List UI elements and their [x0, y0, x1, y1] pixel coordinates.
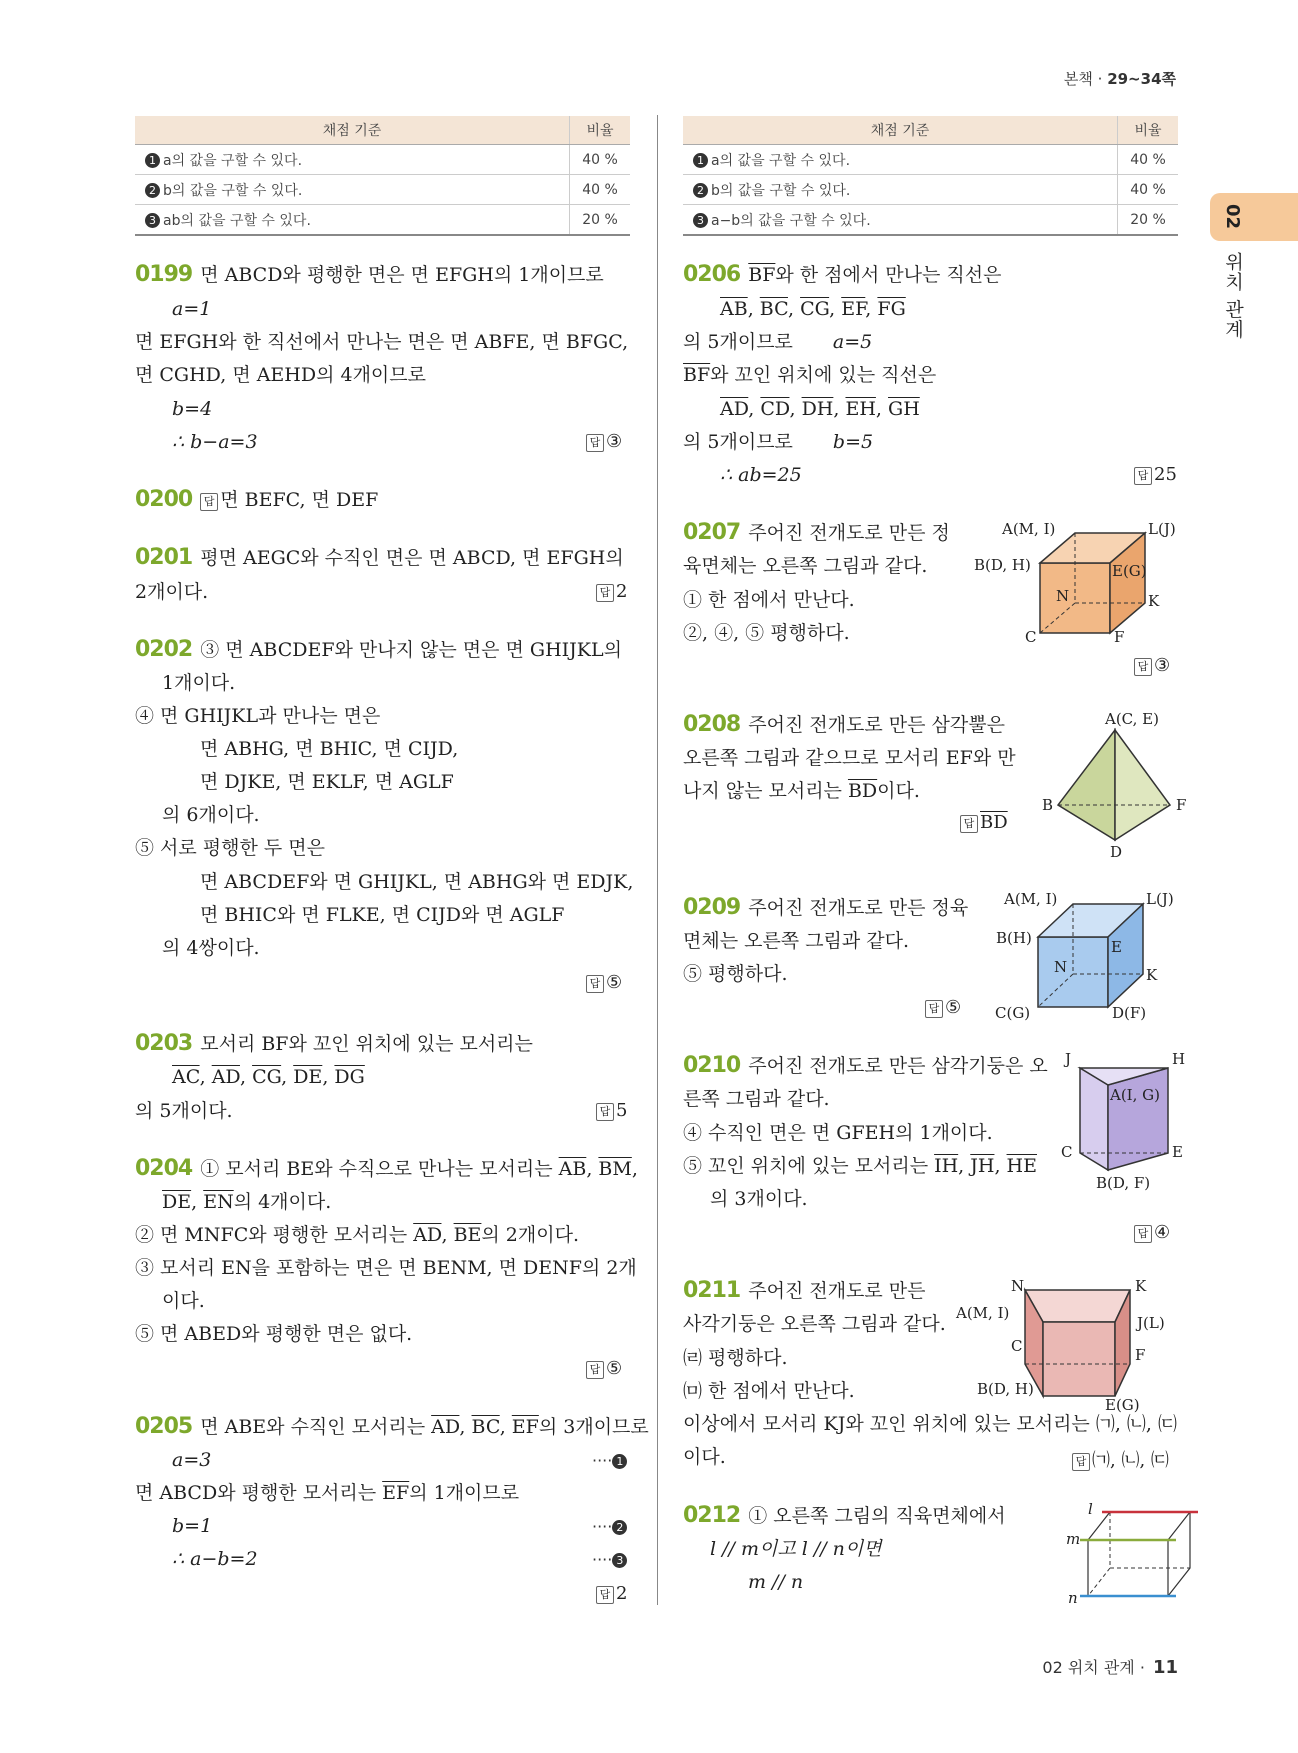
step-arrow: ····	[592, 1451, 613, 1470]
page-footer	[1042, 1655, 1178, 1678]
problem-0202-line: 1개이다.	[162, 672, 236, 694]
vertex-label: N	[1056, 587, 1070, 605]
problem-0207-line: ① 한 점에서 만난다.	[683, 589, 855, 611]
text: 의 4개이다.	[233, 1191, 332, 1213]
vertex-label: E(G)	[1112, 562, 1147, 580]
answer-0211	[1072, 1446, 1169, 1472]
segment: $\overline{HE}$	[1006, 1155, 1037, 1177]
line-label: m	[1066, 1530, 1081, 1548]
problem-0207-line: ②, ④, ⑤ 평행하다.	[683, 622, 850, 644]
problem-0211-line	[683, 1280, 926, 1302]
vertex-label: E	[1111, 938, 1122, 956]
vertex-label: B	[1042, 796, 1054, 814]
left-scoring-table	[135, 116, 630, 236]
problem-number: 0212	[683, 1503, 741, 1528]
segment: $\overline{BC}$	[471, 1416, 500, 1438]
vertex-label: A(M, I)	[1002, 520, 1056, 538]
answer-mark-icon: 답	[586, 434, 604, 452]
vertex-label: L(J)	[1146, 890, 1174, 908]
problem-0210-line: ④ 수직인 면은 면 GFEH의 1개이다.	[683, 1122, 993, 1144]
vertex-label: B(D, H)	[977, 1380, 1034, 1398]
answer-0208	[960, 812, 1008, 833]
problem-0205-line	[135, 1482, 519, 1504]
problem-0210-line	[683, 1055, 1048, 1077]
vertex-label: A(M, I)	[956, 1304, 1010, 1322]
problem-0211-line: 사각기둥은 오른쪽 그림과 같다.	[683, 1313, 946, 1335]
chapter-title: 위치 관계	[1222, 252, 1244, 340]
problem-number: 0203	[135, 1031, 193, 1056]
line-symbol: $\overline{BF}$	[683, 364, 711, 386]
segment: $\overline{AD}$	[211, 1066, 240, 1088]
column-divider	[657, 115, 658, 1605]
line-symbol: $\overline{EH}$	[845, 398, 876, 420]
line-symbol: $\overline{CG}$	[800, 298, 830, 320]
problem-0207-line	[683, 522, 950, 544]
line-symbol: $\overline{DH}$	[801, 398, 834, 420]
problem-0204-line: ③ 모서리 EN을 포함하는 면은 면 BENM, 면 DENF의 2개	[135, 1257, 637, 1279]
answer-value: $\overline{BD}$	[980, 812, 1008, 833]
problem-0211-line: 이다.	[683, 1446, 726, 1468]
answer-0206	[1134, 464, 1177, 485]
text: a=5	[832, 331, 873, 353]
problem-0209-line	[683, 897, 968, 919]
problem-0209-line: ⑤ 평행하다.	[683, 963, 788, 985]
problem-0208-line: 오른쪽 그림과 같으므로 모서리 EF와 만	[683, 747, 1016, 769]
segment: $\overline{AD}$	[431, 1416, 460, 1438]
vertex-label: A(M, I)	[1004, 890, 1058, 908]
vertex-label: D(F)	[1112, 1004, 1147, 1022]
step-badge: 2	[612, 1520, 627, 1535]
line-symbol: $\overline{FG}$	[877, 298, 906, 320]
answer-mark-icon: 답	[596, 584, 614, 602]
text: 의 2개이다.	[481, 1224, 579, 1246]
step-badge: 2	[145, 183, 160, 198]
problem-0202-line: 면 ABHG, 면 BHIC, 면 CIJD,	[200, 738, 459, 760]
text: 의 3개이므로	[538, 1416, 649, 1438]
problem-0199-line: ∴ b−a=3	[172, 431, 258, 453]
line-symbol: $\overline{CD}$	[760, 398, 790, 420]
text: 면 ABCD와 평행한 면은 면 EFGH의 1개이므로	[200, 264, 604, 286]
problem-0204-line: 이다.	[162, 1290, 205, 1312]
prism-figure-0211	[955, 1278, 1190, 1413]
cuboid-top	[1088, 1512, 1190, 1540]
vertex-label: A(C, E)	[1105, 710, 1159, 728]
cuboid-side	[1168, 1512, 1190, 1596]
vertex-label: N	[1011, 1277, 1025, 1295]
vertex-label: E(G)	[1105, 1396, 1140, 1414]
text: 면 ABE와 수직인 모서리는	[200, 1416, 432, 1438]
step-arrow: ····	[592, 1550, 613, 1569]
answer-0202	[586, 972, 622, 993]
answer-value: ㈀, ㈁, ㈂	[1092, 1450, 1169, 1471]
vertex-label: D	[1110, 843, 1123, 861]
answer-value: 5	[616, 1100, 628, 1121]
answer-0204	[586, 1358, 622, 1379]
problem-0204-line: $\overline{DE}$, $\overline{EN}$의 4개이다.	[162, 1191, 332, 1213]
table-row	[683, 205, 1178, 236]
problem-0206-line: ∴ ab=25	[720, 464, 802, 486]
problem-0202-line: 면 ABCDEF와 면 GHIJKL, 면 ABHG와 면 EDJK,	[200, 871, 634, 893]
vertex-label: H	[1172, 1050, 1186, 1068]
prism-side-face	[1108, 1068, 1168, 1170]
vertex-label: A(I, G)	[1110, 1086, 1160, 1104]
problem-0206-line	[683, 364, 936, 386]
problem-0199-line: 면 EFGH와 한 직선에서 만나는 면은 면 ABFE, 면 BFGC,	[135, 331, 629, 353]
problem-0202-line: ⑤ 서로 평행한 두 면은	[135, 837, 325, 859]
step-badge: 3	[612, 1553, 627, 1568]
line-label: n	[1068, 1589, 1078, 1607]
segment: $\overline{BD}$	[847, 780, 878, 802]
text: 이다.	[877, 780, 920, 802]
segment: $\overline{EN}$	[203, 1191, 234, 1213]
problem-0199-line: b=4	[172, 398, 213, 420]
step-badge: 3	[145, 213, 160, 228]
vertex-label: F	[1135, 1346, 1146, 1364]
segment: $\overline{DE}$	[293, 1066, 323, 1088]
vertex-label: J	[1065, 1050, 1072, 1068]
step-marker	[592, 1451, 630, 1470]
table-head-criteria: 채점 기준	[683, 116, 1118, 145]
text: b=5	[832, 431, 874, 453]
text: 주어진 전개도로 만든 정	[748, 522, 950, 544]
text: ① 오른쪽 그림의 직육면체에서	[748, 1505, 1006, 1527]
vertex-label: N	[1054, 958, 1068, 976]
problem-0203-line	[135, 1033, 533, 1055]
vertex-label: B(H)	[996, 929, 1032, 947]
problem-0211-line: ㈄ 한 점에서 만난다.	[683, 1380, 855, 1402]
answer-mark-icon: 답	[596, 1586, 614, 1604]
answer-value: ④	[1154, 1222, 1171, 1243]
problem-0202-line: ④ 면 GHIJKL과 만나는 면은	[135, 705, 381, 727]
vertex-label: K	[1146, 966, 1158, 984]
text: 와 꼬인 위치에 있는 직선은	[710, 364, 937, 386]
answer-value: 2	[616, 581, 628, 602]
segment: $\overline{EF}$	[382, 1482, 410, 1504]
segment: $\overline{AD}$	[413, 1224, 442, 1246]
segment: $\overline{AB}$	[558, 1158, 587, 1180]
segment: $\overline{EF}$	[511, 1416, 539, 1438]
table-cell: a의 값을 구할 수 있다.	[163, 152, 303, 169]
problem-number: 0208	[683, 712, 741, 737]
problem-0204-line: ② 면 MNFC와 평행한 모서리는 $\overline{AD}$, $\overline{BE}$의 2개이다.	[135, 1224, 579, 1246]
answer-0210	[1134, 1222, 1170, 1243]
problem-0205-line: b=1	[172, 1515, 213, 1537]
answer-mark-icon: 답	[1134, 658, 1152, 676]
pyramid-figure-0208	[1040, 710, 1190, 860]
segment: $\overline{DG}$	[334, 1066, 365, 1088]
answer-value: ⑤	[945, 997, 962, 1018]
table-row	[135, 175, 630, 205]
table-row	[135, 145, 630, 175]
answer-mark-icon: 답	[1134, 1225, 1152, 1243]
text: 모서리 BF와 꼬인 위치에 있는 모서리는	[200, 1033, 533, 1055]
answer-value: 25	[1154, 464, 1177, 485]
problem-0205-line: ∴ a−b=2	[172, 1548, 258, 1570]
text: 주어진 전개도로 만든 정육	[748, 897, 969, 919]
text: 나지 않는 모서리는	[683, 780, 848, 802]
step-marker	[592, 1517, 630, 1536]
text: ③ 면 ABCDEF와 만나지 않는 면은 면 GHIJKL의	[200, 639, 622, 661]
chapter-number: 02	[1222, 204, 1243, 230]
table-cell: b의 값을 구할 수 있다.	[163, 182, 303, 199]
problem-number: 0206	[683, 262, 741, 287]
line-symbol: $\overline{AD}$	[720, 398, 749, 420]
problem-0201-line: 2개이다.	[135, 581, 209, 603]
problem-0202-line	[135, 639, 622, 661]
problem-number: 0202	[135, 637, 193, 662]
answer-mark-icon: 답	[586, 975, 604, 993]
problem-0203-line: $\overline{AC}$, $\overline{AD}$, $\overline{CG}$, $\overline{DE}$, $\overline{DG}$	[172, 1066, 365, 1088]
problem-0210-line: 른쪽 그림과 같다.	[683, 1088, 830, 1110]
problem-0206-line: $\overline{AB}$, $\overline{BC}$, $\overline{CG}$, $\overline{EF}$, $\overline{FG}$	[720, 298, 906, 320]
problem-0202-line: 면 DJKE, 면 EKLF, 면 AGLF	[200, 771, 454, 793]
text: 와 한 점에서 만나는 직선은	[775, 264, 1002, 286]
answer-value: 2	[616, 1583, 628, 1604]
text: ① 모서리 BE와 수직으로 만나는 모서리는	[200, 1158, 559, 1180]
table-cell: a의 값을 구할 수 있다.	[711, 152, 851, 169]
answer-value: ⑤	[606, 1358, 623, 1379]
segment: $\overline{AC}$	[172, 1066, 200, 1088]
table-row	[135, 205, 630, 236]
vertex-label: J(L)	[1137, 1314, 1165, 1332]
problem-0206-line	[683, 264, 1001, 286]
text: 의 1개이므로	[409, 1482, 520, 1504]
problem-0202-line: 의 6개이다.	[162, 804, 260, 826]
problem-0205-line: 0205 면 ABE와 수직인 모서리는 $\overline{AD}$, $\overline{BC}$, $\overline{EF}$의 3개이므로	[135, 1414, 649, 1439]
answer-0205	[596, 1583, 627, 1604]
answer-mark-icon: 답	[586, 1361, 604, 1379]
page-reference-prefix: 본책 ·	[1063, 70, 1108, 88]
answer-0207	[1134, 655, 1170, 676]
problem-0199-line	[135, 264, 604, 286]
problem-number: 0209	[683, 895, 741, 920]
table-cell: 40 %	[1118, 175, 1179, 205]
table-cell: 40 %	[570, 145, 631, 175]
answer-value: ⑤	[606, 972, 623, 993]
line-label: l	[1088, 1500, 1093, 1518]
line-symbol: $\overline{BF}$	[748, 264, 776, 286]
answer-mark-icon: 답	[1072, 1453, 1090, 1471]
table-row	[683, 175, 1178, 205]
answer-mark-icon: 답	[960, 815, 978, 833]
problem-0210-line: 의 3개이다.	[710, 1188, 808, 1210]
problem-0212-line: l // m이고 l // n이면	[710, 1538, 882, 1560]
problem-0206-line	[683, 331, 872, 353]
problem-0206-line: $\overline{AD}$, $\overline{CD}$, $\overline{DH}$, $\overline{EH}$, $\overline{GH}$	[720, 398, 920, 420]
problem-number: 0207	[683, 520, 741, 545]
footer-label: 02 위치 관계 ·	[1042, 1658, 1145, 1677]
segment: $\overline{IH}$	[934, 1155, 959, 1177]
table-cell: 40 %	[1118, 145, 1179, 175]
problem-0204-line: 0204 ① 모서리 BE와 수직으로 만나는 모서리는 $\overline{AB}$, $\overline{BM}$,	[135, 1156, 638, 1181]
problem-0211-line: ㈃ 평행하다.	[683, 1347, 788, 1369]
vertex-label: C(G)	[995, 1004, 1031, 1022]
answer-mark-icon: 답	[200, 493, 218, 511]
problem-number: 0205	[135, 1414, 193, 1439]
problem-number: 0204	[135, 1156, 193, 1181]
table-cell: b의 값을 구할 수 있다.	[711, 182, 851, 199]
segment: $\overline{BM}$	[598, 1158, 632, 1180]
step-badge: 1	[145, 153, 160, 168]
segment: $\overline{JH}$	[970, 1155, 995, 1177]
prism-figure-0210	[1060, 1050, 1195, 1195]
vertex-label: E	[1172, 1143, 1183, 1161]
vertex-label: C	[1011, 1337, 1023, 1355]
page-number: 11	[1152, 1657, 1178, 1678]
problem-number: 0200	[135, 487, 193, 512]
table-head-criteria: 채점 기준	[135, 116, 570, 145]
vertex-label: B(D, F)	[1096, 1174, 1151, 1192]
vertex-label: K	[1148, 592, 1160, 610]
cube-figure-0209	[990, 892, 1190, 1022]
text: ⑤ 꼬인 위치에 있는 모서리는	[683, 1155, 935, 1177]
text: 면 ABCD와 평행한 모서리는	[135, 1482, 383, 1504]
text: 주어진 전개도로 만든 삼각뿔은	[748, 714, 1005, 736]
vertex-label: L(J)	[1148, 520, 1176, 538]
step-badge: 1	[693, 153, 708, 168]
step-arrow: ····	[592, 1517, 613, 1536]
segment: $\overline{CG}$	[252, 1066, 282, 1088]
answer-mark-icon: 답	[1134, 467, 1152, 485]
step-marker	[592, 1550, 630, 1569]
table-cell: a−b의 값을 구할 수 있다.	[711, 212, 871, 229]
vertex-label: F	[1176, 796, 1187, 814]
problem-0201-line	[135, 547, 624, 569]
problem-0209-line: 면체는 오른쪽 그림과 같다.	[683, 930, 910, 952]
cube-figure-0207	[970, 518, 1190, 648]
problem-0202-line: 면 BHIC와 면 FLKE, 면 CIJD와 면 AGLF	[200, 904, 565, 926]
problem-number: 0211	[683, 1278, 741, 1303]
problem-0200-line	[135, 489, 378, 512]
step-badge: 1	[612, 1454, 627, 1469]
problem-0204-line: ⑤ 면 ABED와 평행한 면은 없다.	[135, 1323, 413, 1345]
answer-mark-icon: 답	[596, 1103, 614, 1121]
problem-0211-line: 이상에서 모서리 KJ와 꼬인 위치에 있는 모서리는 ㈀, ㈁, ㈂	[683, 1413, 1177, 1435]
problem-0212-line: m // n	[748, 1571, 804, 1593]
problem-0208-line	[683, 714, 1005, 736]
table-head-ratio: 비율	[570, 116, 631, 145]
problem-0206-line	[683, 431, 873, 453]
vertex-label: C	[1025, 628, 1037, 646]
vertex-label: F	[1114, 628, 1125, 646]
line-symbol: $\overline{BC}$	[759, 298, 788, 320]
page-reference-pages: 29~34쪽	[1107, 70, 1176, 88]
problem-number: 0201	[135, 545, 193, 570]
segment: $\overline{BE}$	[453, 1224, 482, 1246]
line-symbol: $\overline{GH}$	[888, 398, 920, 420]
page-reference	[1064, 68, 1176, 89]
line-symbol: $\overline{EF}$	[841, 298, 866, 320]
problem-0199-line: a=1	[172, 298, 212, 320]
problem-0202-line: 의 4쌍이다.	[162, 937, 260, 959]
text: 주어진 전개도로 만든 삼각기둥은 오	[748, 1055, 1048, 1077]
vertex-label: C	[1061, 1143, 1073, 1161]
problem-0203-line: 의 5개이다.	[135, 1100, 233, 1122]
step-badge: 2	[693, 183, 708, 198]
problem-0208-line	[683, 780, 920, 802]
problem-0210-line: ⑤ 꼬인 위치에 있는 모서리는 $\overline{IH}$, $\overline{JH}$, $\overline{HE}$	[683, 1155, 1037, 1177]
problem-0212-line	[683, 1505, 1006, 1527]
text: 면 BEFC, 면 DEF	[220, 489, 379, 511]
answer-0199	[586, 431, 622, 452]
table-head-ratio: 비율	[1118, 116, 1179, 145]
segment: $\overline{DE}$	[162, 1191, 192, 1213]
answer-0201	[596, 581, 627, 602]
pyramid-face	[1058, 730, 1115, 840]
problem-number: 0199	[135, 262, 193, 287]
chapter-tab[interactable]	[1210, 193, 1298, 241]
answer-value: ③	[606, 431, 623, 452]
cuboid-figure-0212	[1050, 1500, 1195, 1605]
text: 평면 AEGC와 수직인 면은 면 ABCD, 면 EFGH의	[200, 547, 624, 569]
prism-front-face	[1043, 1322, 1115, 1396]
table-cell: 40 %	[570, 175, 631, 205]
table-cell: 20 %	[1118, 205, 1179, 236]
text: 의 5개이므로	[683, 431, 793, 453]
line-symbol: $\overline{AB}$	[720, 298, 748, 320]
vertex-label: B(D, H)	[974, 556, 1031, 574]
problem-0199-line: 면 CGHD, 면 AEHD의 4개이므로	[135, 364, 426, 386]
problem-number: 0210	[683, 1053, 741, 1078]
problem-0207-line: 육면체는 오른쪽 그림과 같다.	[683, 555, 928, 577]
step-badge: 3	[693, 213, 708, 228]
answer-mark-icon: 답	[925, 1000, 943, 1018]
vertex-label: K	[1135, 1277, 1147, 1295]
answer-value: ③	[1154, 655, 1171, 676]
pyramid-face	[1115, 730, 1170, 840]
table-cell: 20 %	[570, 205, 631, 236]
right-scoring-table	[683, 116, 1178, 236]
answer-0203	[596, 1100, 627, 1121]
table-row	[683, 145, 1178, 175]
answer-0209	[925, 997, 961, 1018]
text: 주어진 전개도로 만든	[748, 1280, 926, 1302]
table-cell: ab의 값을 구할 수 있다.	[163, 212, 311, 229]
problem-0205-line: a=3	[172, 1449, 212, 1471]
text: 의 5개이므로	[683, 331, 793, 353]
text: ② 면 MNFC와 평행한 모서리는	[135, 1224, 414, 1246]
